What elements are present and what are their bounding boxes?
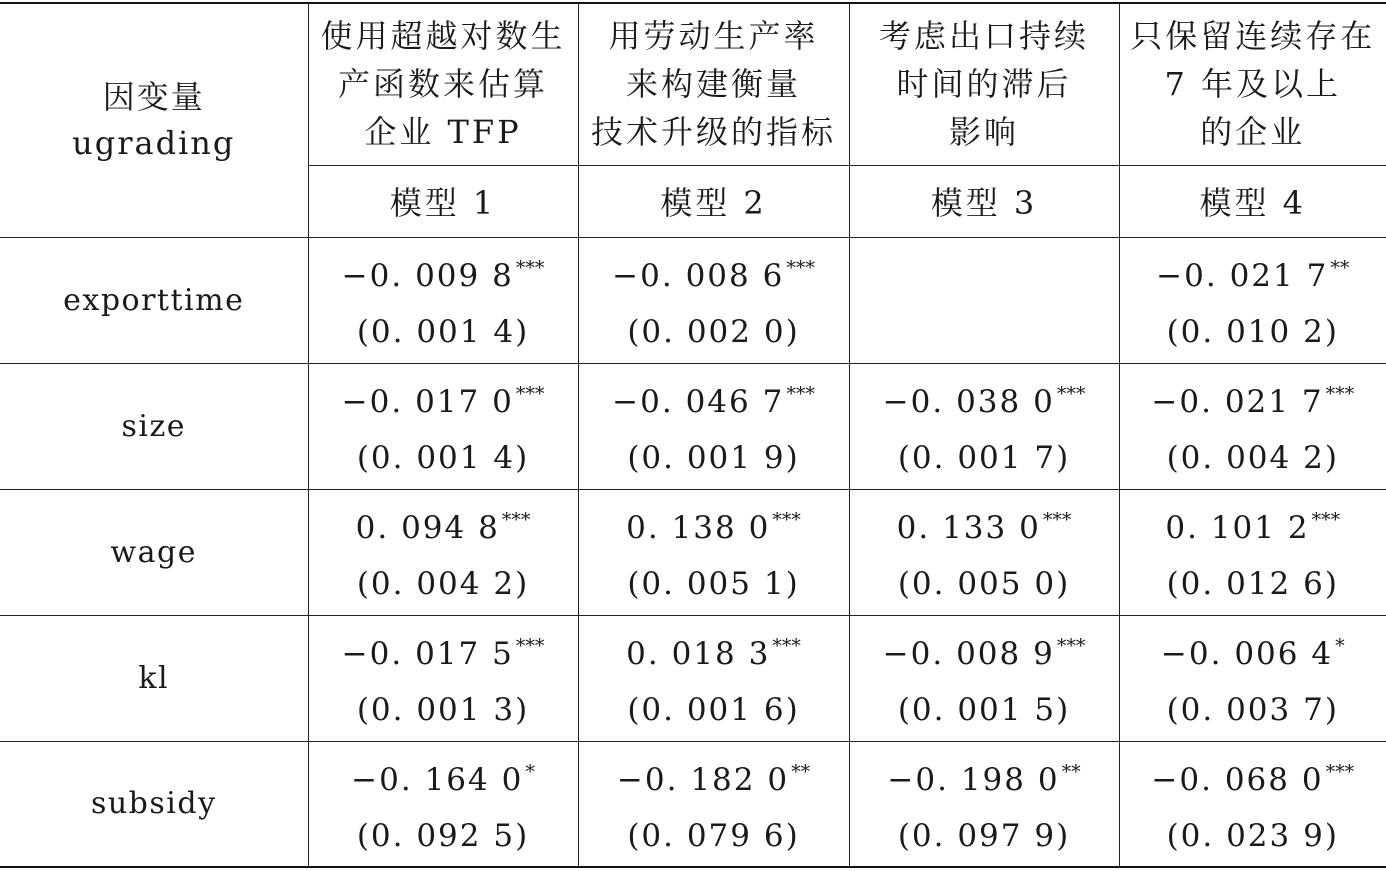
estimate-line [1120,618,1386,682]
estimate-line [579,240,849,304]
coefficient-cell [849,741,1119,867]
significance-stars: *** [501,509,531,531]
model-label-2: 模型 2 [578,165,849,237]
coefficient-cell [308,615,578,741]
coefficient-cell [849,615,1119,741]
coefficient-cell [1119,489,1386,615]
variable-name: subsidy [0,741,308,867]
regression-table [0,2,1386,868]
standard-error: (0. 004 2) [356,566,530,602]
coefficient-value: −0. 008 9 [882,636,1055,672]
estimate-line [309,240,578,304]
coefficient-value: 0. 101 2 [1165,510,1310,546]
coefficient-cell [578,615,849,741]
standard-error: (0. 004 2) [1166,440,1339,476]
column-header-2: 用劳动生产率 来构建衡量 技术升级的指标 [578,3,849,165]
coefficient-value: −0. 182 0 [616,761,790,798]
significance-stars: *** [786,383,815,405]
standard-error: (0. 001 3) [356,692,530,728]
significance-stars: *** [786,257,815,279]
coefficient-value: 0. 018 3 [626,636,771,672]
standard-error: (0. 003 7) [1166,692,1339,728]
significance-stars: *** [772,509,801,531]
coefficient-value: −0. 017 5 [341,636,514,672]
coefficient-value: 0. 138 0 [626,510,771,546]
standard-error: (0. 092 5) [356,817,530,854]
table-row [0,615,1386,741]
estimate-line [850,618,1119,682]
estimate-line [309,492,578,556]
variable-name: exporttime [0,237,308,363]
estimate-line [1120,366,1386,430]
estimate-line [309,618,578,682]
model-label-3: 模型 3 [849,165,1119,237]
significance-stars: *** [1325,383,1355,405]
significance-stars: * [525,760,535,783]
estimate-line [850,492,1119,556]
model-label-1: 模型 1 [308,165,578,237]
coefficient-cell [578,489,849,615]
coefficient-cell [1119,363,1386,489]
significance-stars: *** [772,635,801,657]
significance-stars: *** [1325,760,1355,783]
coefficient-value: −0. 021 7 [1151,384,1324,420]
significance-stars: *** [515,383,545,405]
standard-error: (0. 001 5) [897,692,1071,728]
table-row [0,237,1386,363]
coefficient-cell [308,489,578,615]
significance-stars: ** [1330,257,1350,279]
standard-error: (0. 001 4) [356,440,530,476]
significance-stars: ** [791,760,811,783]
coefficient-cell [1119,741,1386,867]
variable-name: size [0,363,308,489]
estimate-line [1120,240,1386,304]
standard-error: (0. 002 0) [627,314,800,350]
standard-error: (0. 001 4) [356,314,530,350]
standard-error: (0. 005 1) [627,566,800,602]
coefficient-cell [578,363,849,489]
column-header-3: 考虑出口持续 时间的滞后 影响 [849,3,1119,165]
table-row [0,363,1386,489]
coefficient-cell [849,489,1119,615]
coefficient-value: 0. 094 8 [355,510,500,546]
coefficient-value: −0. 068 0 [1151,761,1324,798]
significance-stars: *** [1056,635,1086,657]
standard-error: (0. 023 9) [1166,817,1339,854]
significance-stars: *** [515,635,545,657]
coefficient-value: −0. 009 8 [341,258,514,294]
estimate-line [579,618,849,682]
estimate-line [579,366,849,430]
model-label-4: 模型 4 [1119,165,1386,237]
coefficient-value: −0. 006 4 [1160,636,1334,672]
coefficient-cell [849,363,1119,489]
coefficient-cell [308,363,578,489]
header-row [0,3,1386,165]
significance-stars: *** [515,257,545,279]
variable-name: wage [0,489,308,615]
dependent-variable-cell [0,3,308,237]
coefficient-value: −0. 198 0 [887,761,1060,798]
dependent-variable-label: 因变量 [102,78,205,117]
coefficient-cell [578,741,849,867]
standard-error: (0. 001 9) [627,440,800,476]
estimate-line [850,366,1119,430]
variable-name: kl [0,615,308,741]
estimate-line [309,744,578,808]
significance-stars: ** [1061,760,1081,783]
significance-stars: *** [1311,509,1341,531]
standard-error: (0. 005 0) [897,566,1071,602]
table-body [0,237,1386,867]
standard-error: (0. 097 9) [897,817,1071,854]
coefficient-value: 0. 133 0 [896,510,1041,546]
estimate-line [579,744,849,808]
standard-error: (0. 010 2) [1166,314,1339,350]
coefficient-cell [1119,615,1386,741]
standard-error: (0. 001 6) [627,692,800,728]
coefficient-cell [849,237,1119,363]
coefficient-value: −0. 008 6 [612,258,785,294]
coefficient-cell [578,237,849,363]
estimate-line [309,366,578,430]
table-row [0,741,1386,867]
column-header-1: 使用超越对数生 产函数来估算 企业 TFP [308,3,578,165]
standard-error: (0. 001 7) [897,440,1071,476]
coefficient-cell [1119,237,1386,363]
standard-error: (0. 012 6) [1166,566,1339,602]
coefficient-cell [308,237,578,363]
column-header-4: 只保留连续存在 7 年及以上 的企业 [1119,3,1386,165]
estimate-line [850,744,1119,808]
coefficient-cell [308,741,578,867]
coefficient-value: −0. 017 0 [341,384,514,420]
estimate-line [579,492,849,556]
standard-error: (0. 079 6) [627,817,800,854]
coefficient-value: −0. 046 7 [612,384,785,420]
estimate-line [850,268,1119,332]
dependent-variable-name: ugrading [72,124,236,163]
table-row [0,489,1386,615]
significance-stars: * [1335,635,1345,657]
significance-stars: *** [1056,383,1086,405]
estimate-line [1120,744,1386,808]
estimate-line [1120,492,1386,556]
coefficient-value: −0. 021 7 [1156,258,1329,294]
coefficient-value: −0. 164 0 [351,761,524,798]
coefficient-value: −0. 038 0 [882,384,1055,420]
significance-stars: *** [1042,509,1072,531]
